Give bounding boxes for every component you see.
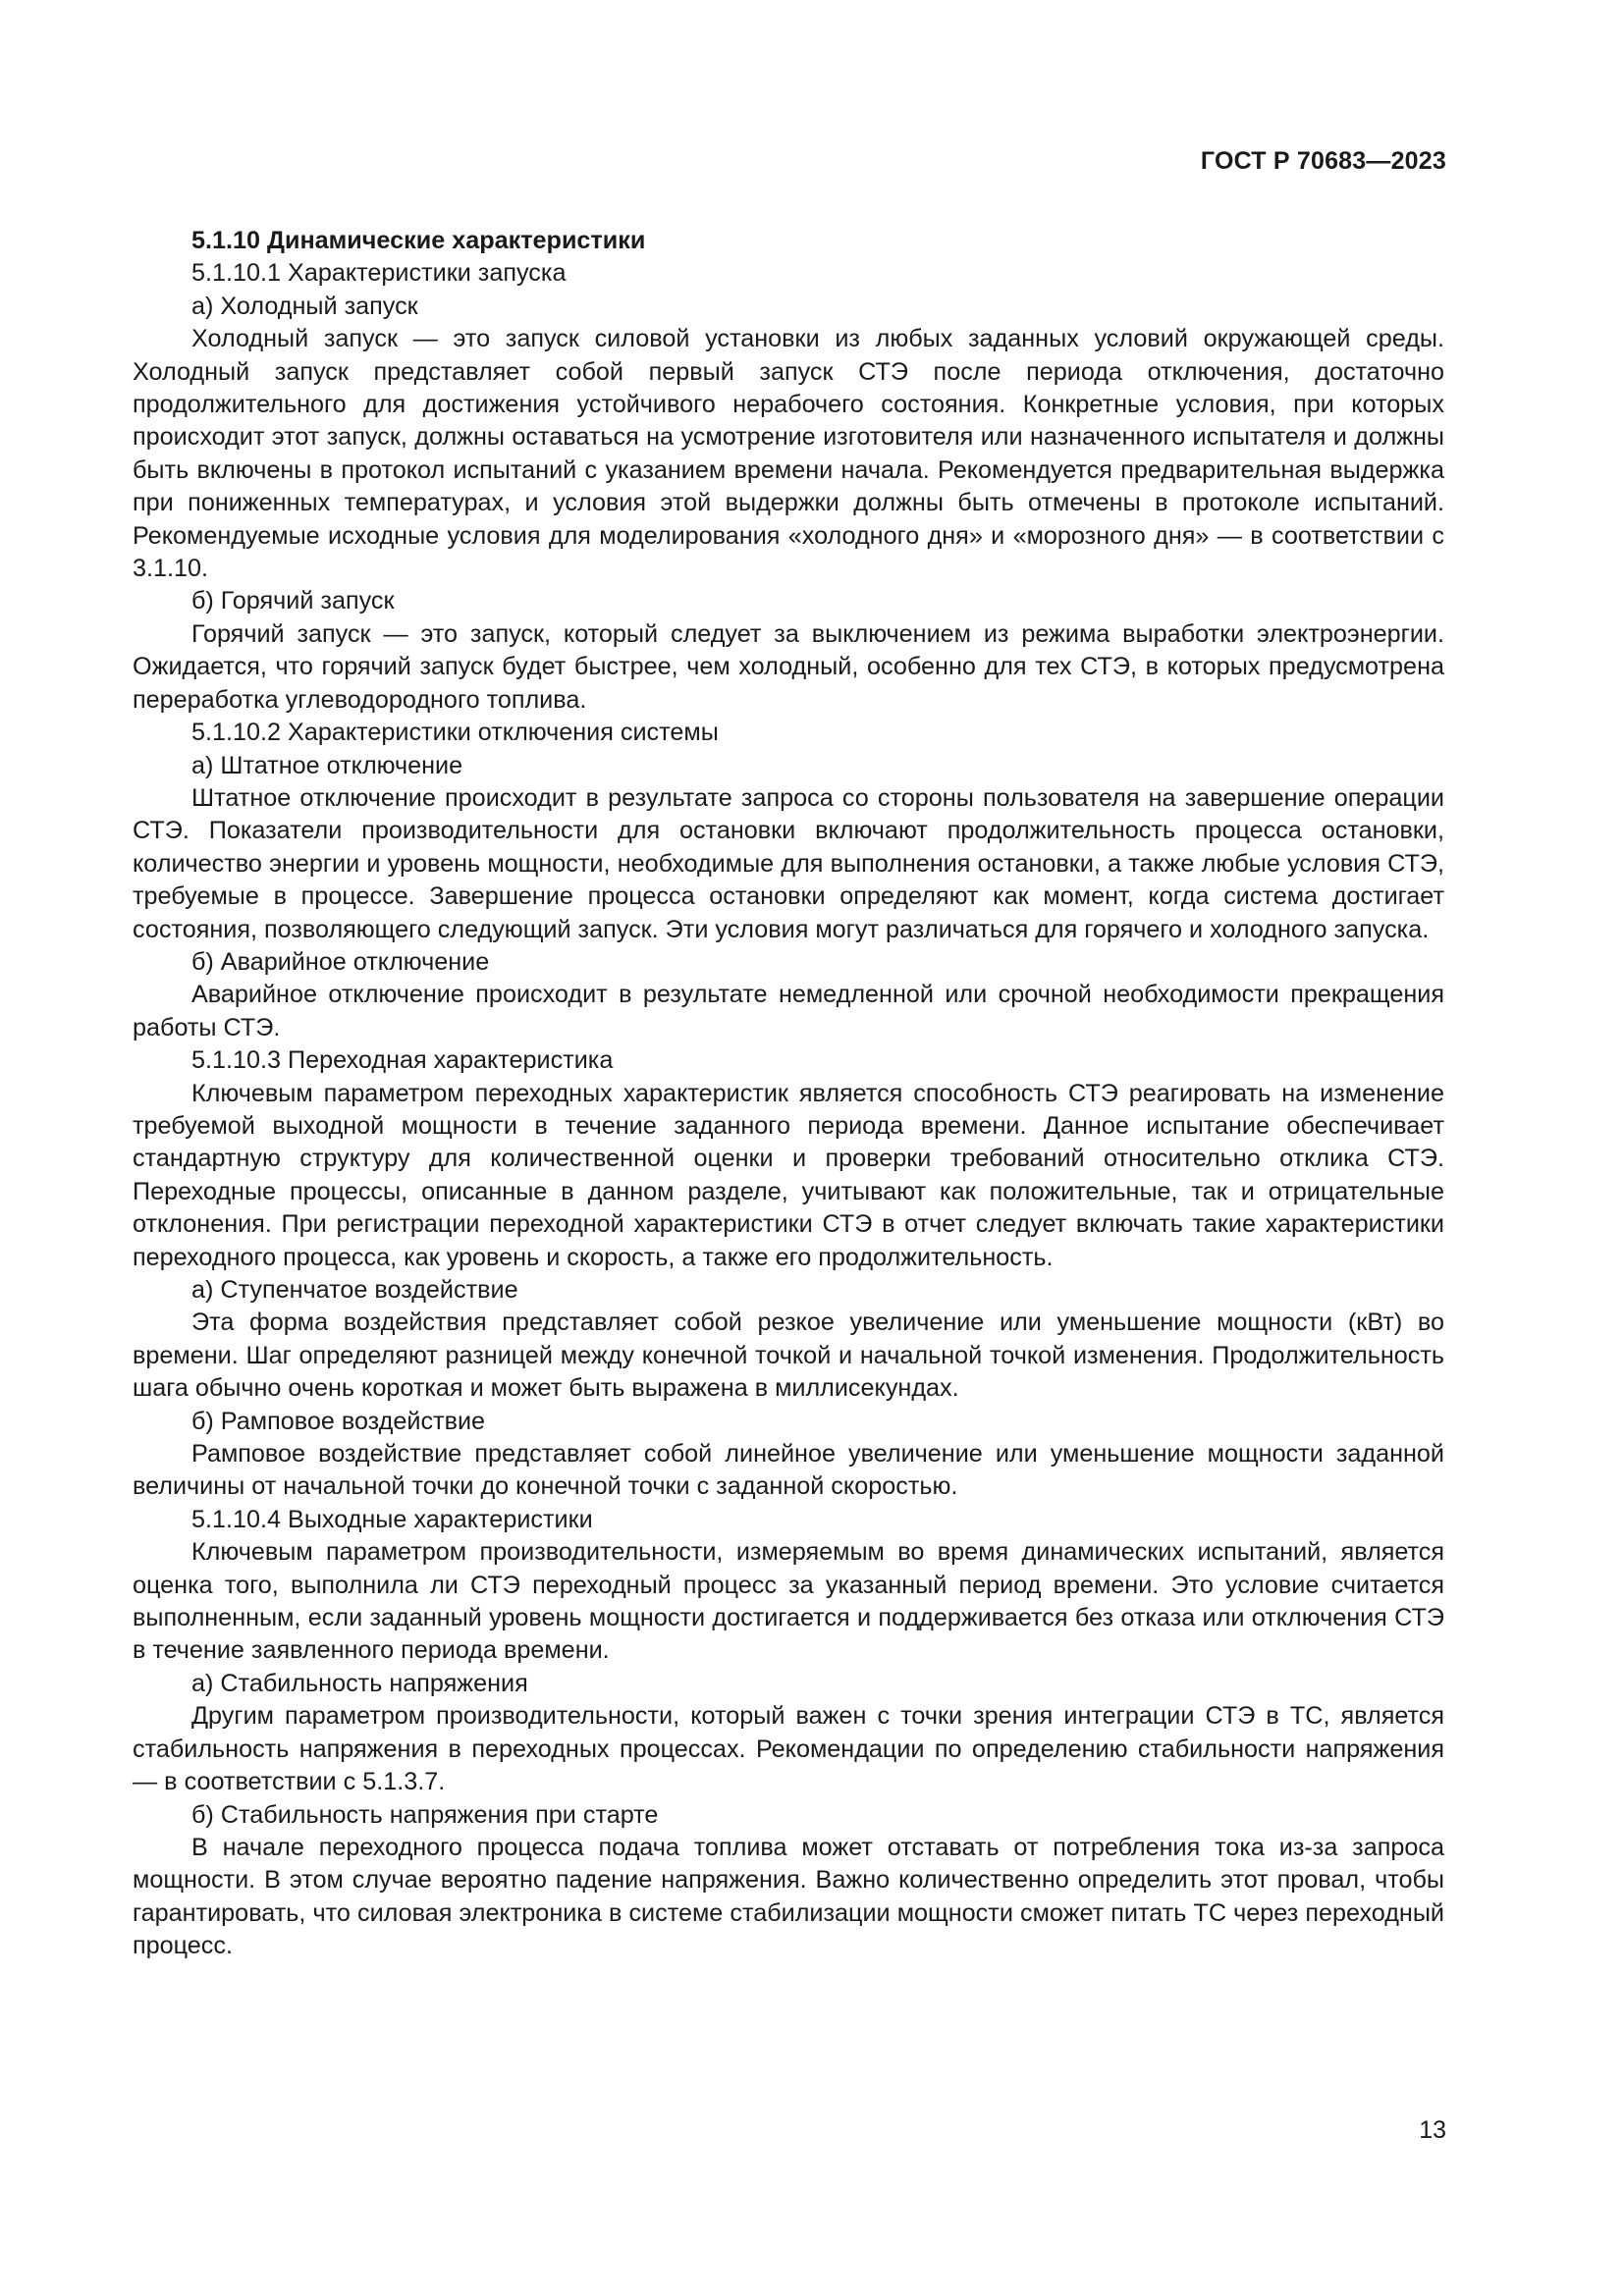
subsection-title: 5.1.10.2 Характеристики отключения системы	[191, 719, 719, 747]
paragraph: Рамповое воздействие представляет собой линейное увеличение или уменьшение мощности заданной величины от начальной точки до конечной точки с заданной скоростью.	[133, 1440, 1444, 1501]
subsection-title: 5.1.10.4 Выходные характеристики	[191, 1505, 593, 1533]
list-item-title: а) Ступенчатое воздействие	[191, 1276, 518, 1304]
list-item-title: б) Аварийное отключение	[191, 947, 490, 976]
paragraph: Ключевым параметром переходных характеристик является способность СТЭ реагировать на изменение требуемой выходной мощности в течение заданного периода времени. Данное испытание обеспечивает стандартную структуру для количественной оценки и проверки требований относительно отклика СТЭ. Переходные процессы, описанные в данном разделе, учитывают как положительные, так и отрицательные отклонения. При регистрации переходной характеристики СТЭ в отчет следует включать такие характеристики переходного процесса, как уровень и скорость, а также его продолжительность.	[133, 1079, 1444, 1271]
paragraph: Горячий запуск — это запуск, который следует за выключением из режима выработки электроэнергии. Ожидается, что горячий запуск будет быстрее, чем холодный, особенно для тех СТЭ, в которых предусмотрена переработка углеводородного топлива.	[133, 619, 1444, 714]
paragraph: Аварийное отключение происходит в результате немедленной или срочной необходимости прекращения работы СТЭ.	[133, 981, 1444, 1041]
list-item-title: б) Рамповое воздействие	[191, 1407, 486, 1435]
document-body	[133, 225, 1444, 1963]
page-number: 13	[1419, 2116, 1446, 2144]
section-heading: 5.1.10 Динамические характеристики	[191, 227, 646, 254]
paragraph: Штатное отключение происходит в результате запроса со стороны пользователя на завершение операции СТЭ. Показатели производительности для остановки включают продолжительность процесса остановки, количество энергии и уровень мощности, необходимые для выполнения остановки, а также любые условия СТЭ, требуемые в процессе. Завершение процесса остановки определяют как момент, когда система достигает состояния, позволяющего следующий запуск. Эти условия могут различаться для горячего и холодного запуска.	[133, 783, 1444, 943]
list-item-title: а) Стабильность напряжения	[191, 1669, 528, 1697]
list-item-title: б) Горячий запуск	[191, 587, 395, 615]
list-item-title: а) Холодный запуск	[191, 292, 418, 320]
paragraph: Эта форма воздействия представляет собой резкое увеличение или уменьшение мощности (кВт) во времени. Шаг определяют разницей между конечной точкой и начальной точкой изменения. Продолжительность шага обычно очень короткая и может быть выражена в миллисекундах.	[133, 1308, 1444, 1403]
list-item-title: б) Стабильность напряжения при старте	[191, 1800, 659, 1829]
paragraph: Ключевым параметром производительности, измеряемым во время динамических испытаний, является оценка того, выполнила ли СТЭ переходный процесс за указанный период времени. Это условие считается выполненным, если заданный уровень мощности достигается и поддерживается без отказа или отключения СТЭ в течение заявленного периода времени.	[133, 1538, 1444, 1665]
subsection-title: 5.1.10.3 Переходная характеристика	[191, 1046, 614, 1075]
paragraph: Холодный запуск — это запуск силовой установки из любых заданных условий окружающей среды. Холодный запуск представляет собой первый запуск СТЭ после периода отключения, достаточно продолжительного для достижения устойчивого нерабочего состояния. Конкретные условия, при которых происходит этот запуск, должны оставаться на усмотрение изготовителя или назначенного испытателя и должны быть включены в протокол испытаний с указанием времени начала. Рекомендуется предварительная выдержка при пониженных температурах, и условия этой выдержки должны быть отмечены в протоколе испытаний. Рекомендуемые исходные условия для моделирования «холодного дня» и «морозного дня» — в соответствии с 3.1.10.	[133, 325, 1444, 583]
document-id-header: ГОСТ Р 70683—2023	[1200, 147, 1446, 175]
paragraph: В начале переходного процесса подача топлива может отставать от потребления тока из-за запроса мощности. В этом случае вероятно падение напряжения. Важно количественно определить этот провал, чтобы гарантировать, что силовая электроника в системе стабилизации мощности сможет питать ТС через переходный процесс.	[133, 1833, 1444, 1960]
paragraph: Другим параметром производительности, который важен с точки зрения интеграции СТЭ в ТС, является стабильность напряжения в переходных процессах. Рекомендации по определению стабильности напряжения — в соответствии с 5.1.3.7.	[133, 1702, 1444, 1796]
subsection-title: 5.1.10.1 Характеристики запуска	[191, 259, 567, 288]
list-item-title: а) Штатное отключение	[191, 751, 463, 779]
